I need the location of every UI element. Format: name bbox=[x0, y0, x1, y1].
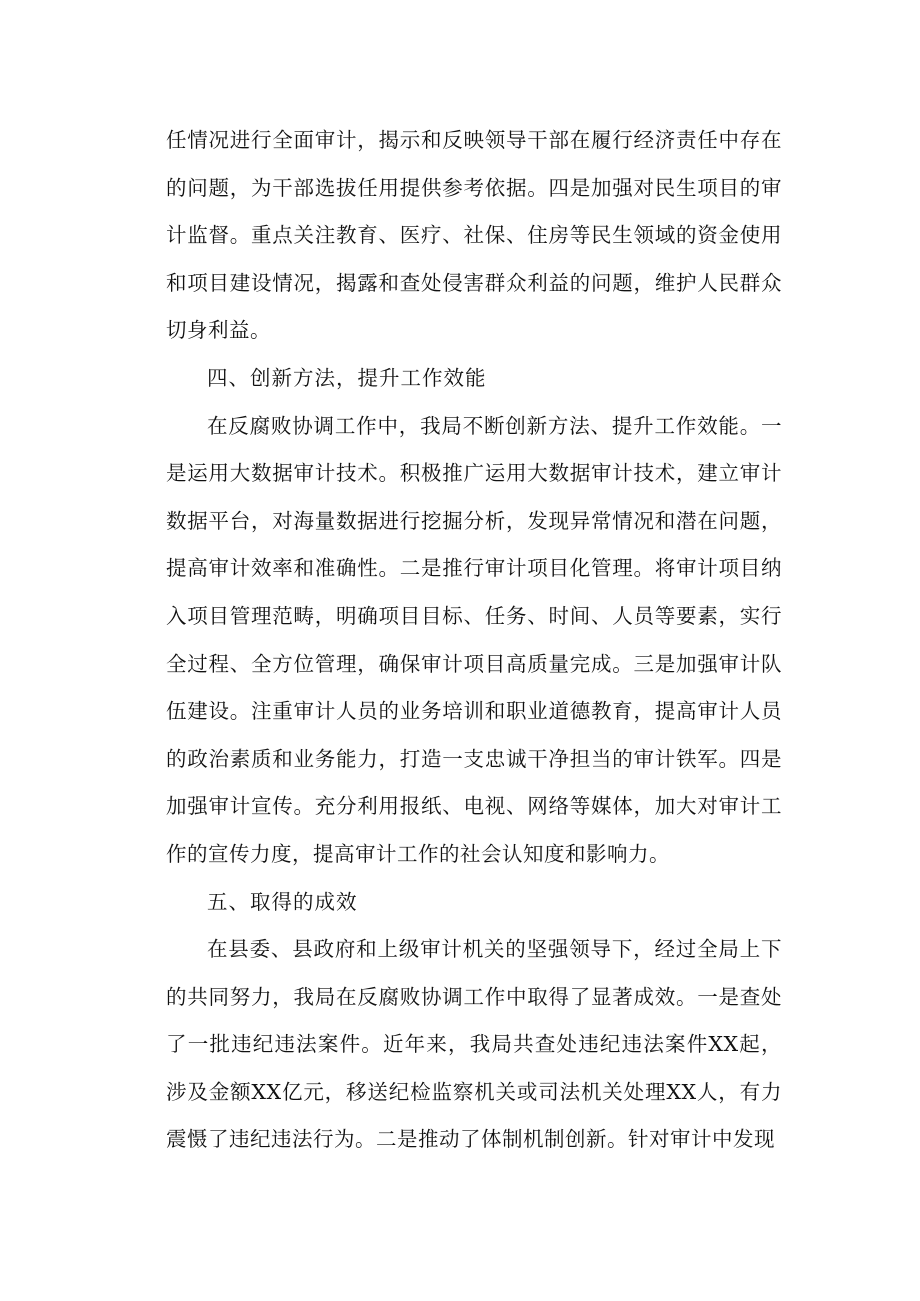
document-page bbox=[166, 117, 782, 1164]
body-paragraph-1: 任情况进行全面审计，揭示和反映领导干部在履行经济责任中存在的问题，为干部选拔任用提供参考依据。四是加强对民生项目的审计监督。重点关注教育、医疗、社保、住房等民生领域的资金使用和项目建设情况，揭露和查处侵害群众利益的问题，维护人民群众切身利益。 bbox=[166, 128, 782, 343]
body-paragraph-3: 在县委、县政府和上级审计机关的坚强领导下，经过全局上下的共同努力，我局在反腐败协调工作中取得了显著成效。一是查处了一批违纪违法案件。近年来，我局共查处违纪违法案件XX起，涉及金额XX亿元，移送纪检监察机关或司法机关处理XX人，有力震慑了违纪违法行为。二是推动了体制机制创新。针对审计中发现 bbox=[166, 937, 782, 1152]
section-heading-4: 四、创新方法，提升工作效能 bbox=[207, 365, 487, 390]
body-paragraph-2: 在反腐败协调工作中，我局不断创新方法、提升工作效能。一是运用大数据审计技术。积极推广运用大数据审计技术，建立审计数据平台，对海量数据进行挖掘分析，发现异常情况和潜在问题，提高审计效率和准确性。二是推行审计项目化管理。将审计项目纳入项目管理范畴，明确项目目标、任务、时间、人员等要素，实行全过程、全方位管理，确保审计项目高质量完成。三是加强审计队伍建设。注重审计人员的业务培训和职业道德教育，提高审计人员的政治素质和业务能力，打造一支忠诚干净担当的审计铁军。四是加强审计宣传。充分利用报纸、电视、网络等媒体，加大对审计工作的宣传力度，提高审计工作的社会认知度和影响力。 bbox=[166, 413, 782, 866]
section-heading-5: 五、取得的成效 bbox=[207, 889, 358, 914]
